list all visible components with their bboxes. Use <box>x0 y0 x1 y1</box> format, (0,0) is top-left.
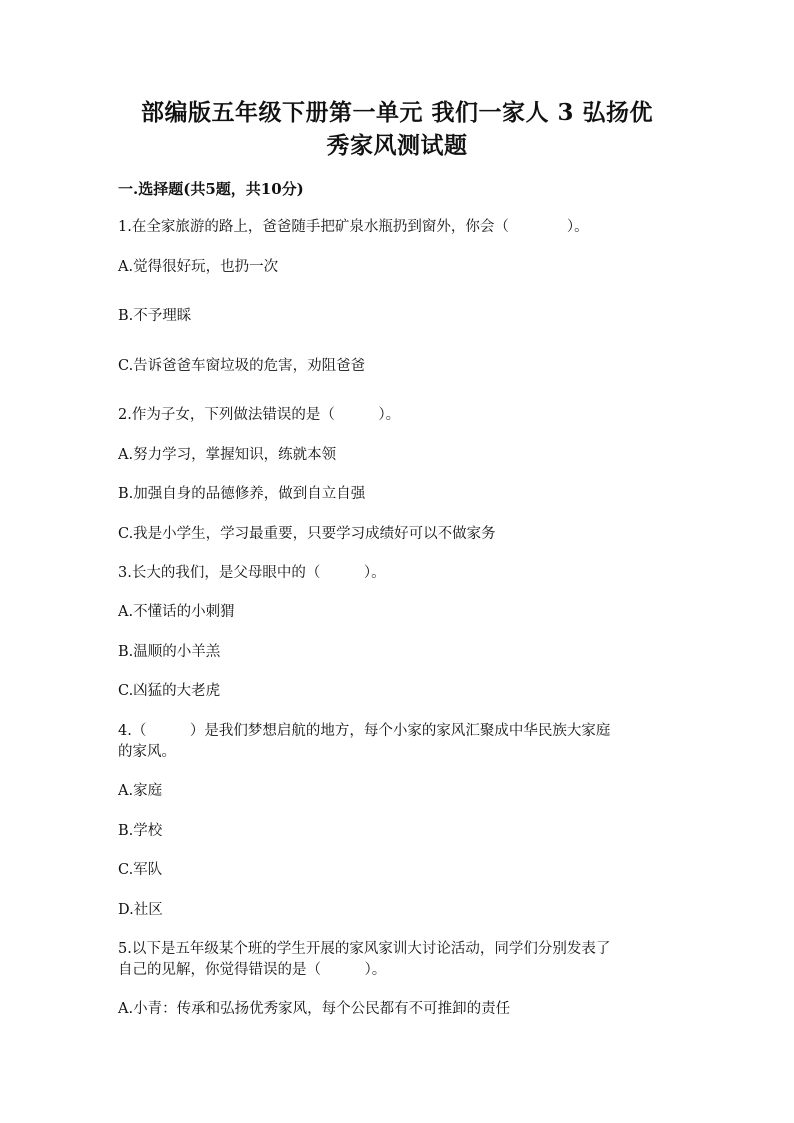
section-heading: 一.选择题(共5题，共10分) <box>118 180 304 198</box>
question-3-stem: 3.长大的我们，是父母眼中的（ ）。 <box>118 565 386 581</box>
question-1-option-c: C.告诉爸爸车窗垃圾的危害，劝阻爸爸 <box>118 358 366 374</box>
question-4-option-b: B.学校 <box>118 823 163 839</box>
question-2-option-c: C.我是小学生，学习最重要，只要学习成绩好可以不做家务 <box>118 526 496 542</box>
question-2-option-a: A.努力学习，掌握知识，练就本领 <box>118 447 337 463</box>
question-1-option-b: B.不予理睬 <box>118 308 192 324</box>
question-5-option-a: A.小青：传承和弘扬优秀家风，每个公民都有不可推卸的责任 <box>118 1001 511 1017</box>
question-3-option-a: A.不懂话的小刺猬 <box>118 604 235 620</box>
question-1-option-a: A.觉得很好玩，也扔一次 <box>118 259 279 275</box>
question-1-stem: 1.在全家旅游的路上，爸爸随手把矿泉水瓶扔到窗外，你会（ ）。 <box>118 219 589 235</box>
document-title-line-1: 部编版五年级下册第一单元 我们一家人 3 弘扬优 <box>140 99 654 126</box>
question-2-stem: 2.作为子女，下列做法错误的是（ ）。 <box>118 407 401 423</box>
question-4-option-a: A.家庭 <box>118 783 163 799</box>
question-4-stem-line-1: 4.（ ）是我们梦想启航的地方，每个小家的家风汇聚成中华民族大家庭 <box>118 723 611 739</box>
question-4-stem-line-2: 的家风。 <box>118 744 176 760</box>
question-4-option-c: C.军队 <box>118 862 163 878</box>
question-3-option-b: B.温顺的小羊羔 <box>118 644 221 660</box>
document-title-line-2: 秀家风测试题 <box>326 132 468 159</box>
question-2-option-b: B.加强自身的品德修养，做到自立自强 <box>118 486 366 502</box>
question-5-stem-line-2: 自己的见解，你觉得错误的是（ ）。 <box>118 962 387 978</box>
question-5-stem-line-1: 5.以下是五年级某个班的学生开展的家风家训大讨论活动，同学们分别发表了 <box>118 941 611 957</box>
question-4-option-d: D.社区 <box>118 902 163 918</box>
question-3-option-c: C.凶猛的大老虎 <box>118 683 221 699</box>
